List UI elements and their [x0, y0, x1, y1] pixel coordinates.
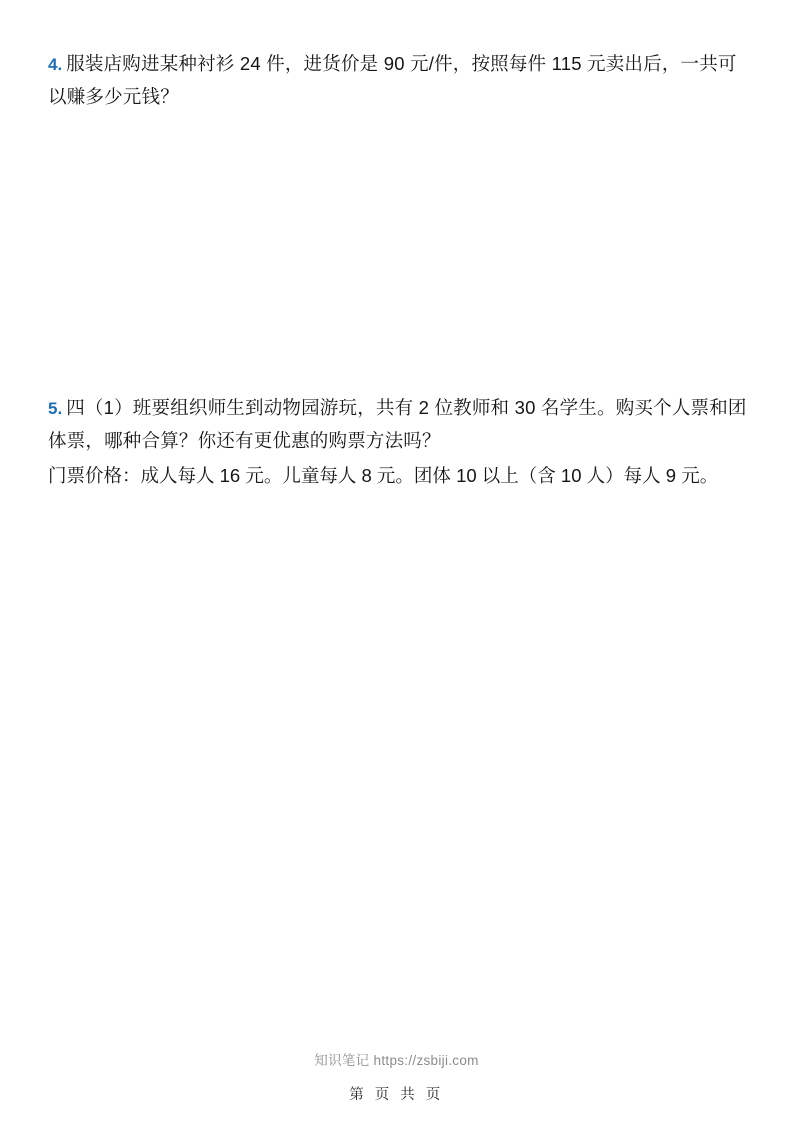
problem-4-number: 4.: [48, 55, 63, 74]
problem-5: [48, 392, 753, 493]
page-footer: [0, 1049, 793, 1122]
page-indicator: 第 页 共 页: [349, 1087, 444, 1103]
problem-4-text: 服装店购进某种衬衫 24 件，进货价是 90 元/件，按照每件 115 元卖出后，一共可以赚多少元钱？: [48, 53, 737, 107]
problem-4-body: [48, 48, 753, 114]
problem-5-price-note: 门票价格：成人每人 16 元。儿童每人 8 元。团体 10 以上（含 10 人）每人 9 元。: [48, 464, 719, 486]
watermark-text: 知识笔记 https://zsbiji.com: [314, 1053, 479, 1068]
problem-5-number: 5.: [48, 398, 63, 418]
problem-4: [48, 48, 753, 114]
answer-space-4: [48, 114, 753, 392]
problem-5-body: [48, 392, 753, 458]
problem-5-text: 四（1）班要组织师生到动物园游玩，共有 2 位教师和 30 名学生。购买个人票和团体票，哪种合算？你还有更优惠的购票方法吗？: [48, 396, 747, 451]
problem-list: [48, 48, 753, 493]
